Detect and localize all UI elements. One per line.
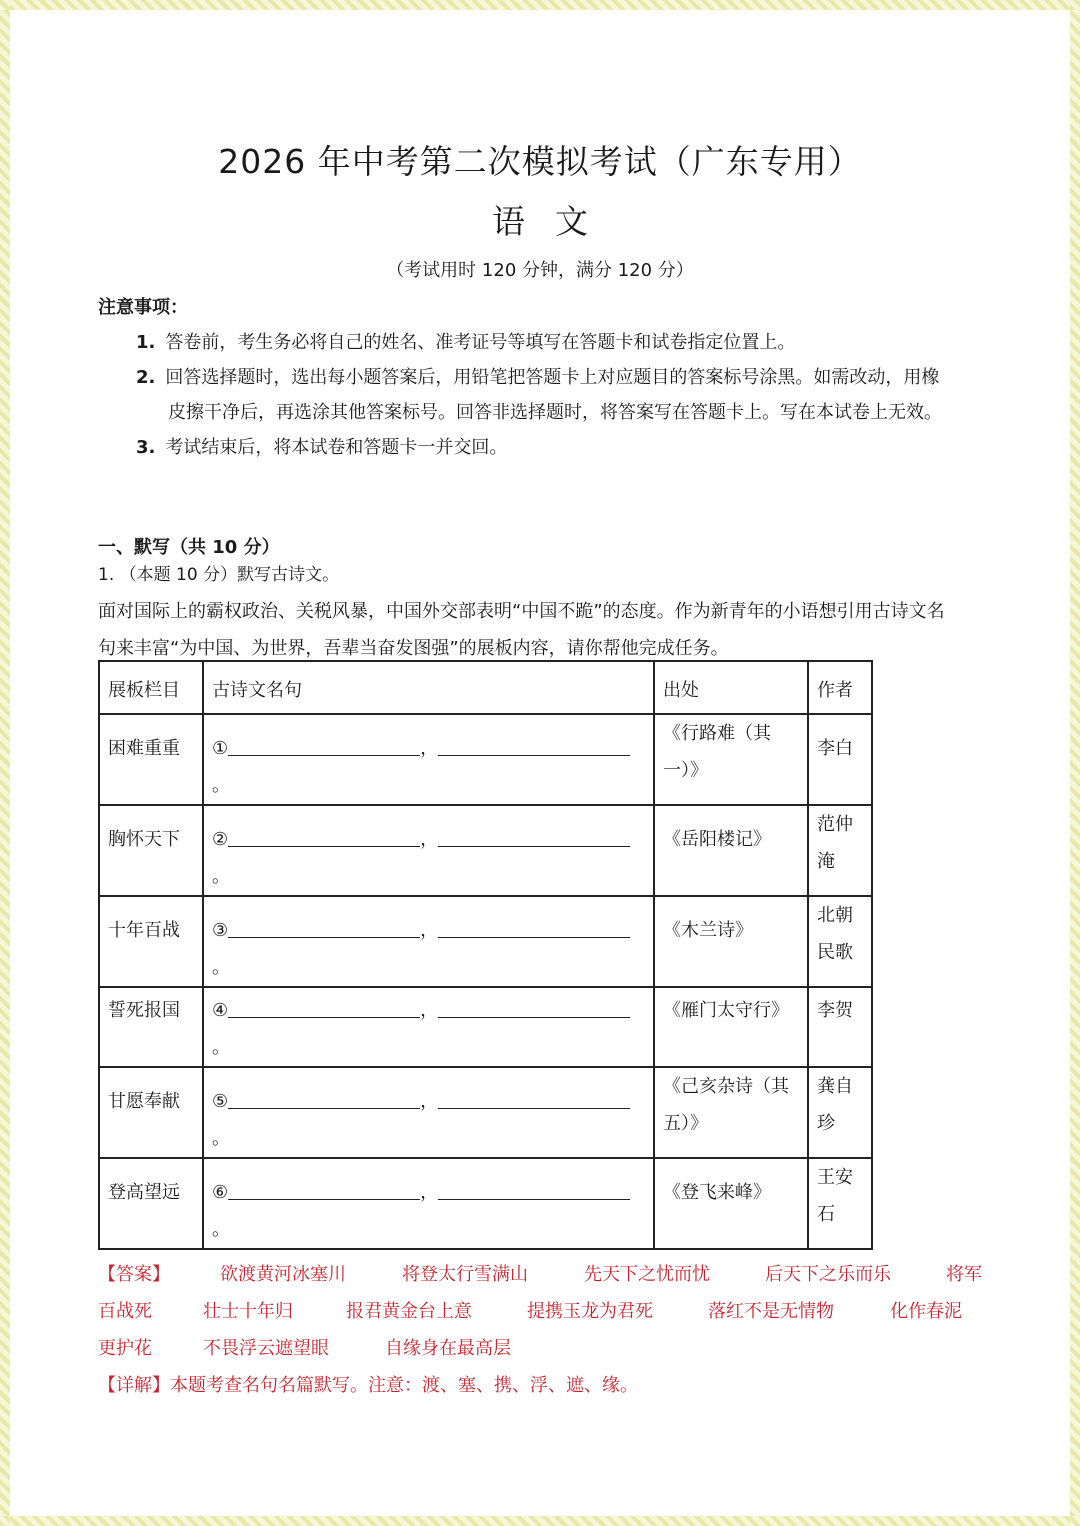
answer-blank[interactable] xyxy=(438,733,630,756)
question-paragraph-2: 句来丰富“为中国、为世界，吾辈当奋发图强”的展板内容，请你帮他完成任务。 xyxy=(98,638,729,659)
quote-blanks xyxy=(204,1159,653,1248)
row-author: 李白 xyxy=(817,738,853,759)
row-author: 范仲淹 xyxy=(817,814,853,872)
answer-blank[interactable] xyxy=(438,824,630,847)
explanation xyxy=(98,1371,638,1397)
explanation-tag: 【详解】 xyxy=(98,1375,170,1396)
exam-subject: 语文 xyxy=(492,202,618,241)
row-author: 北朝民歌 xyxy=(817,905,853,963)
question-paragraph-1: 面对国际上的霸权政治、关税风暴，中国外交部表明“中国不跪”的态度。作为新青年的小语想引用古诗文名 xyxy=(98,601,945,622)
blank-separator: ， xyxy=(420,829,439,850)
answer-blank[interactable] xyxy=(228,1177,420,1200)
answer-item: 将登太行雪满山 xyxy=(402,1264,528,1285)
answer-item: 欲渡黄河冰塞川 xyxy=(220,1264,346,1285)
table-row xyxy=(99,714,872,805)
answer-blank[interactable] xyxy=(438,915,630,938)
row-column: 十年百战 xyxy=(108,920,180,941)
exam-title: 2026 年中考第二次模拟考试（广东专用） xyxy=(218,142,862,181)
row-column: 登高望远 xyxy=(108,1182,180,1203)
header-author: 作者 xyxy=(817,680,853,701)
row-source: 《行路难（其一）》 xyxy=(663,723,771,781)
blank-mark: ① xyxy=(212,738,229,759)
notice-text: 回答选择题时，选出每小题答案后，用铅笔把答题卡上对应题目的答案标号涂黑。如需改动，用橡 xyxy=(165,367,940,388)
blank-end: 。 xyxy=(212,866,230,887)
header-column: 展板栏目 xyxy=(108,680,180,701)
answer-blank[interactable] xyxy=(438,995,630,1018)
quote-blanks xyxy=(204,1068,653,1157)
row-column: 困难重重 xyxy=(108,738,180,759)
exam-info: （考试用时 120 分钟，满分 120 分） xyxy=(386,260,694,281)
blank-end: 。 xyxy=(212,775,230,796)
answer-item: 后天下之乐而乐 xyxy=(765,1264,891,1285)
table-row xyxy=(99,1158,872,1249)
blank-separator: ， xyxy=(420,1182,439,1203)
answer-item: 报君黄金台上意 xyxy=(346,1301,472,1322)
row-column: 甘愿奉献 xyxy=(108,1091,180,1112)
blank-mark: ② xyxy=(212,829,229,850)
blank-separator: ， xyxy=(420,738,439,759)
answer-blank[interactable] xyxy=(438,1086,630,1109)
answer-blank[interactable] xyxy=(228,915,420,938)
row-author: 王安石 xyxy=(817,1167,853,1225)
blank-separator: ， xyxy=(420,1000,439,1021)
blank-end: 。 xyxy=(212,957,230,978)
table-row xyxy=(99,987,872,1067)
answer-blank[interactable] xyxy=(228,824,420,847)
notice-number: 2. xyxy=(136,367,156,388)
row-source: 《岳阳楼记》 xyxy=(663,829,771,850)
answer-item: 将军 xyxy=(946,1264,982,1285)
answer-item: 壮士十年归 xyxy=(203,1301,293,1322)
blank-mark: ③ xyxy=(212,920,229,941)
notice-item-2-cont: 皮擦干净后，再选涂其他答案标号。回答非选择题时，将答案写在答题卡上。写在本试卷上无效。 xyxy=(168,402,942,423)
quote-blanks xyxy=(204,806,653,895)
answer-blank[interactable] xyxy=(228,1086,420,1109)
answer-item: 自缘身在最高层 xyxy=(385,1338,511,1359)
notice-text: 答卷前，考生务必将自己的姓名、准考证号等填写在答题卡和试卷指定位置上。 xyxy=(165,332,796,353)
blank-separator: ， xyxy=(420,920,439,941)
table-row xyxy=(99,896,872,987)
notice-number: 3. xyxy=(136,437,156,458)
section-heading: 一、默写（共 10 分） xyxy=(98,537,280,558)
answer-item: 化作春泥 xyxy=(890,1301,962,1322)
answer-item: 更护花 xyxy=(98,1338,152,1359)
blank-end: 。 xyxy=(212,1037,230,1058)
table-row xyxy=(99,805,872,896)
notice-item-2 xyxy=(136,363,939,389)
table-row xyxy=(99,1067,872,1158)
quote-blanks xyxy=(204,897,653,986)
blank-mark: ⑤ xyxy=(212,1091,229,1112)
row-author: 李贺 xyxy=(817,1000,853,1021)
answer-item: 提携玉龙为君死 xyxy=(527,1301,653,1322)
answer-blank[interactable] xyxy=(438,1177,630,1200)
answer-item: 百战死 xyxy=(98,1301,152,1322)
header-quote: 古诗文名句 xyxy=(212,680,302,701)
notice-item-3 xyxy=(136,433,507,459)
display-board-table xyxy=(98,660,873,1250)
notice-number: 1. xyxy=(136,332,156,353)
header-source: 出处 xyxy=(663,680,699,701)
blank-separator: ， xyxy=(420,1091,439,1112)
blank-end: 。 xyxy=(212,1219,230,1240)
row-source: 《雁门太守行》 xyxy=(663,1000,789,1021)
row-column: 胸怀天下 xyxy=(108,829,180,850)
explanation-text: 本题考查名句名篇默写。注意：渡、塞、携、浮、遮、缘。 xyxy=(170,1375,638,1396)
row-author: 龚自珍 xyxy=(817,1076,853,1134)
row-source: 《木兰诗》 xyxy=(663,920,753,941)
quote-blanks xyxy=(204,715,653,804)
row-source: 《登飞来峰》 xyxy=(663,1182,771,1203)
notice-text: 考试结束后，将本试卷和答题卡一并交回。 xyxy=(165,437,508,458)
quote-blanks xyxy=(204,988,653,1066)
answer-blank[interactable] xyxy=(228,995,420,1018)
row-column: 誓死报国 xyxy=(108,1000,180,1021)
answer-tag: 【答案】 xyxy=(98,1264,170,1285)
answer-item: 先天下之忧而忧 xyxy=(584,1264,710,1285)
table-header-row xyxy=(99,661,872,714)
answer-blank[interactable] xyxy=(228,733,420,756)
question-line: 1. （本题 10 分）默写古诗文。 xyxy=(98,565,340,585)
blank-end: 。 xyxy=(212,1128,230,1149)
blank-mark: ④ xyxy=(212,1000,229,1021)
blank-mark: ⑥ xyxy=(212,1182,229,1203)
answer-item: 不畏浮云遮望眼 xyxy=(203,1338,329,1359)
exam-paper xyxy=(10,10,1070,1516)
notice-heading: 注意事项： xyxy=(98,297,188,318)
notice-item-1 xyxy=(136,328,795,354)
answer-item: 落红不是无情物 xyxy=(708,1301,834,1322)
row-source: 《己亥杂诗（其五）》 xyxy=(663,1076,789,1134)
